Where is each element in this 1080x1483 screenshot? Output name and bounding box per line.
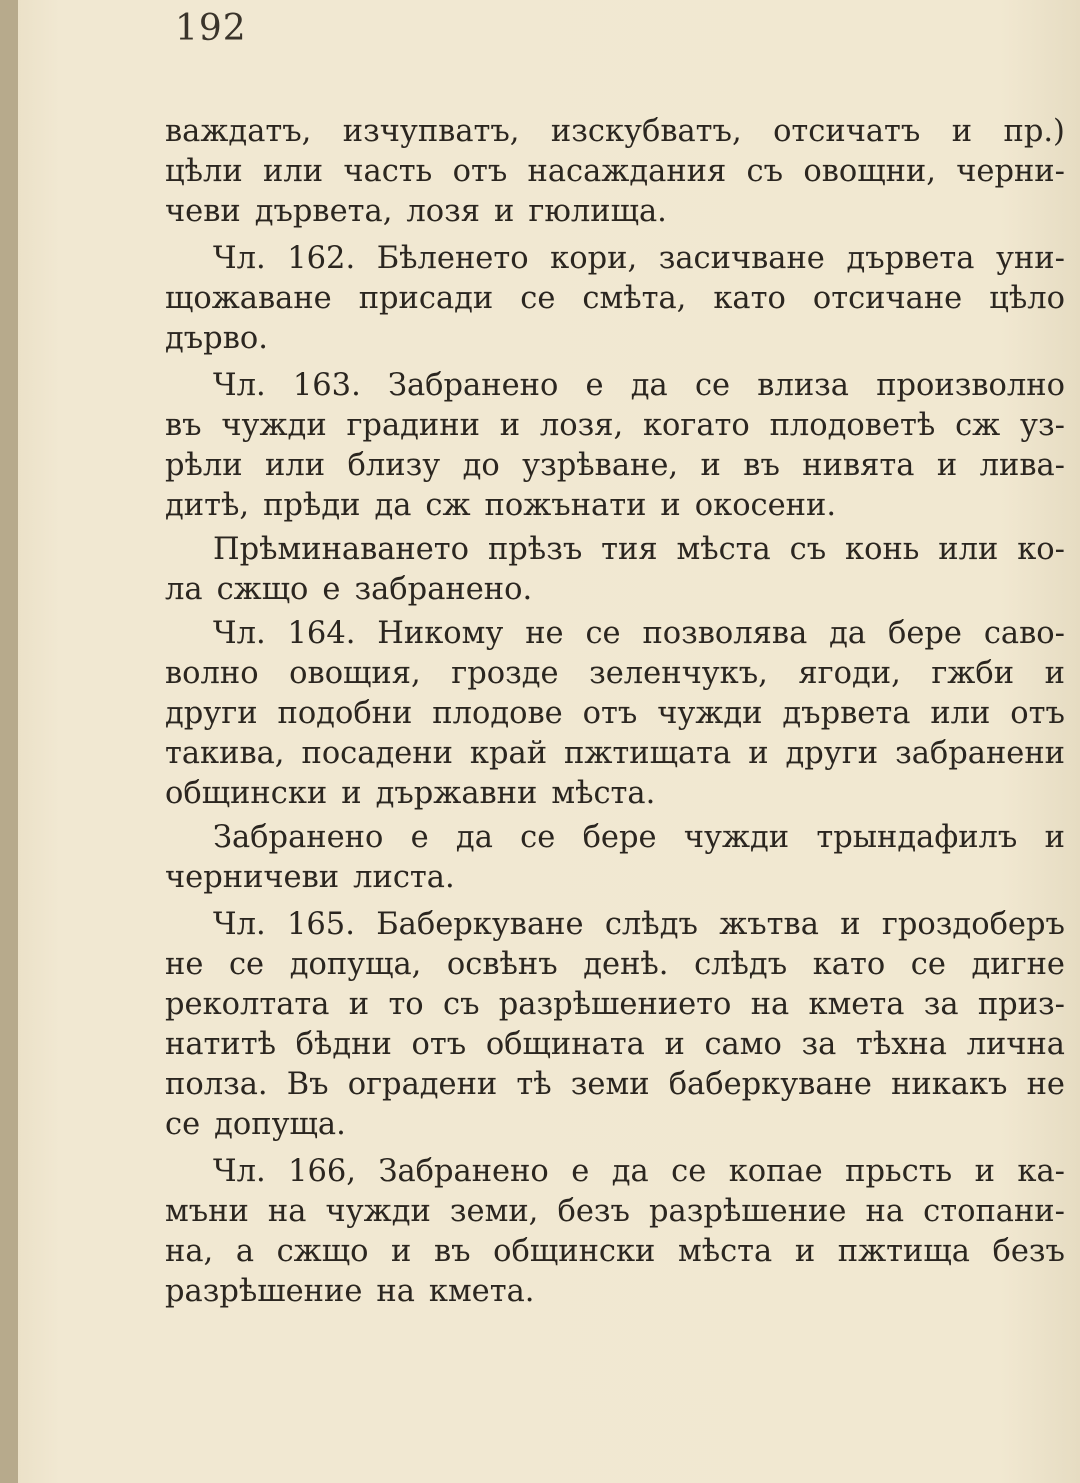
page-text [165,112,1065,1319]
text-line: Чл. 163. Забранено е да се влиза произволно [213,368,1065,403]
article-165 [165,905,1065,1145]
page-binding-edge [0,0,18,1483]
article-163 [165,366,1065,526]
paragraph [165,818,1065,898]
text-line: Чл. 162. Бѣленето кори, засичване дървета уни- [213,241,1065,276]
text-line: дитѣ, прѣди да сж пожънати и окосени. [165,488,837,523]
article-162 [165,239,1065,359]
text-line: рѣли или близу до узрѣване, и въ нивята и лива- [165,448,1065,483]
text-line: въ чужди градини и лозя, когато плодоветѣ сж уз- [165,408,1065,443]
text-line: натитѣ бѣдни отъ общината и само за тѣхна лична [165,1027,1065,1062]
text-line: полза. Въ оградени тѣ земи баберкуване никакъ не [165,1067,1065,1102]
text-line: Чл. 165. Баберкуване слѣдъ жътва и гроздоберъ [213,907,1065,942]
text-line: важдатъ, изчупватъ, изскубватъ, отсичатъ и пр.) [165,114,1065,149]
text-line: на, а сжщо и въ общински мѣста и пжтища безъ [165,1234,1065,1269]
text-line: дърво. [165,321,268,356]
text-line: мъни на чужди земи, безъ разрѣшение на стопани- [165,1194,1065,1229]
text-line: други подобни плодове отъ чужди дървета или отъ [165,696,1065,731]
text-line: реколтата и то съ разрѣшението на кмета за приз- [165,987,1065,1022]
text-line: Чл. 164. Никому не се позволява да бере саво- [213,616,1065,651]
text-line: разрѣшение на кмета. [165,1274,535,1309]
text-line: чеви дървета, лозя и гюлища. [165,194,667,229]
text-line: Забранено е да се бере чужди трындафилъ и [213,820,1065,855]
text-line: щожаване присади се смѣта, като отсичане цѣло [165,281,1065,316]
paragraph [165,112,1065,232]
text-line: такива, посадени край пжтищата и други забранени [165,736,1065,771]
text-line: не се допуща, освѣнъ денѣ. слѣдъ като се дигне [165,947,1065,982]
text-line: волно овощия, грозде зеленчукъ, ягоди, гжби и [165,656,1065,691]
text-line: се допуща. [165,1107,346,1142]
text-line: ла сжщо е забранено. [165,572,533,607]
paragraph [165,530,1065,610]
text-line: Прѣминаването прѣзъ тия мѣста съ конь или ко- [213,532,1065,567]
article-166 [165,1152,1065,1312]
text-line: черничеви листа. [165,860,455,895]
article-164 [165,614,1065,814]
page-number: 192 [175,8,247,49]
text-line: Чл. 166, Забранено е да се копае прьсть и ка- [213,1154,1065,1189]
text-line: общински и държавни мѣста. [165,776,656,811]
text-line: цѣли или часть отъ насаждания съ овощни, черни- [165,154,1065,189]
